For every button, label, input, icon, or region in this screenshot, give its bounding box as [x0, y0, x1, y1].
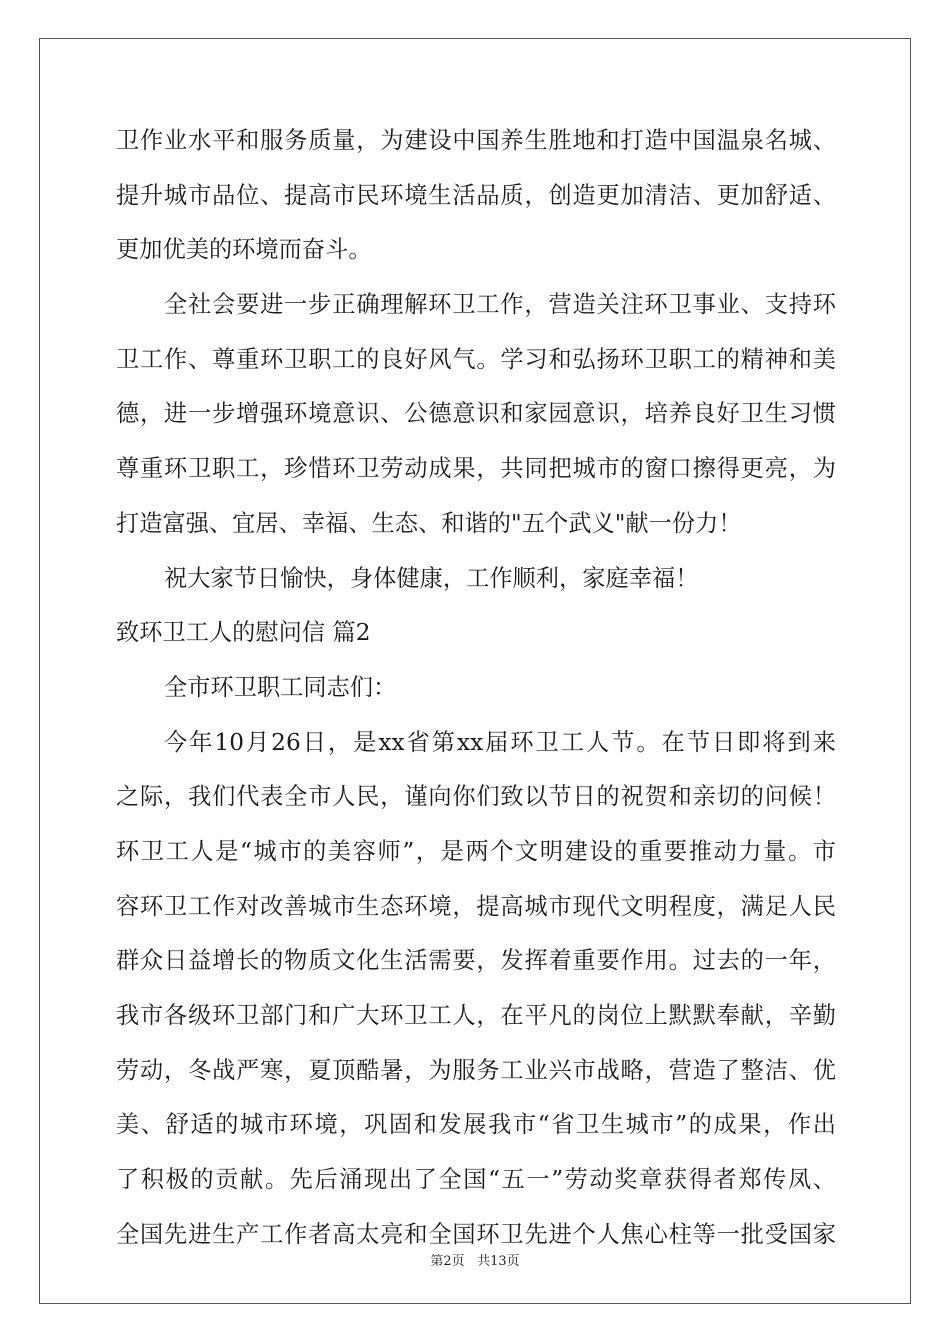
text-line-17: 我市各级环卫部门和广大环卫工人，在平凡的岗位上默默奉献，辛勤	[116, 1002, 836, 1029]
text-line-1: 卫作业水平和服务质量，为建设中国养生胜地和打造中国温泉名城、	[116, 127, 836, 154]
text-line-4: 全社会要进一步正确理解环卫工作，营造关注环卫事业、支持环	[164, 291, 836, 319]
text-line-19: 美、舒适的城市环境，巩固和发展我市“省卫生城市”的成果，作出	[116, 1111, 836, 1139]
page-prefix: 第	[430, 1254, 444, 1269]
text-line-7: 尊重环卫职工，珍惜环卫劳动成果，共同把城市的窗口擦得更亮，为	[116, 455, 836, 483]
text-line-3: 更加优美的环境而奋斗。	[116, 236, 372, 264]
text-line-18: 劳动，冬战严寒，夏顶酷暑，为服务工业兴市战略，营造了整洁、优	[116, 1056, 836, 1084]
footer-separator	[465, 1254, 477, 1269]
section-heading: 致环卫工人的慰问信 篇2	[116, 619, 371, 647]
text-line-21: 全国先进生产工作者高太亮和全国环卫先进个人焦心柱等一批受国家	[116, 1220, 836, 1248]
greeting-line: 祝大家节日愉快，身体健康，工作顺利，家庭幸福！	[164, 564, 699, 592]
document-body	[116, 126, 836, 1274]
text-line-2: 提升城市品位、提高市民环境生活品质，创造更加清洁、更加舒适、	[116, 181, 836, 209]
text-line-5: 卫工作、尊重环卫职工的良好风气。学习和弘扬环卫职工的精神和美	[116, 345, 836, 373]
page-suffix: 页	[451, 1254, 465, 1269]
text-line-16: 群众日益增长的物质文化生活需要，发挥着重要作用。过去的一年，	[116, 947, 836, 975]
text-line-15: 容环卫工作对改善城市生态环境，提高城市现代文明程度，满足人民	[116, 892, 836, 920]
text-line-13: 之际，我们代表全市人民，谨向你们致以节日的祝贺和亲切的问候！	[116, 783, 836, 811]
total-suffix: 页	[506, 1254, 520, 1269]
total-pages: 13	[490, 1254, 507, 1269]
text-line-14: 环卫工人是“城市的美容师”，是两个文明建设的重要推动力量。市	[116, 837, 836, 865]
salutation: 全市环卫职工同志们：	[164, 673, 397, 701]
text-line-12: 今年10月26日，是xx省第xx届环卫工人节。在节日即将到来	[164, 728, 836, 756]
text-line-8: 打造富强、宜居、幸福、生态、和谐的"五个武义"献一份力！	[116, 509, 742, 537]
total-prefix: 共	[477, 1254, 491, 1269]
text-line-6: 德，进一步增强环境意识、公德意识和家园意识，培养良好卫生习惯	[116, 400, 836, 428]
page-footer	[0, 1250, 950, 1269]
text-line-20: 了积极的贡献。先后涌现出了全国“五一”劳动奖章获得者郑传凤、	[116, 1166, 836, 1194]
page-number: 2	[443, 1254, 452, 1269]
